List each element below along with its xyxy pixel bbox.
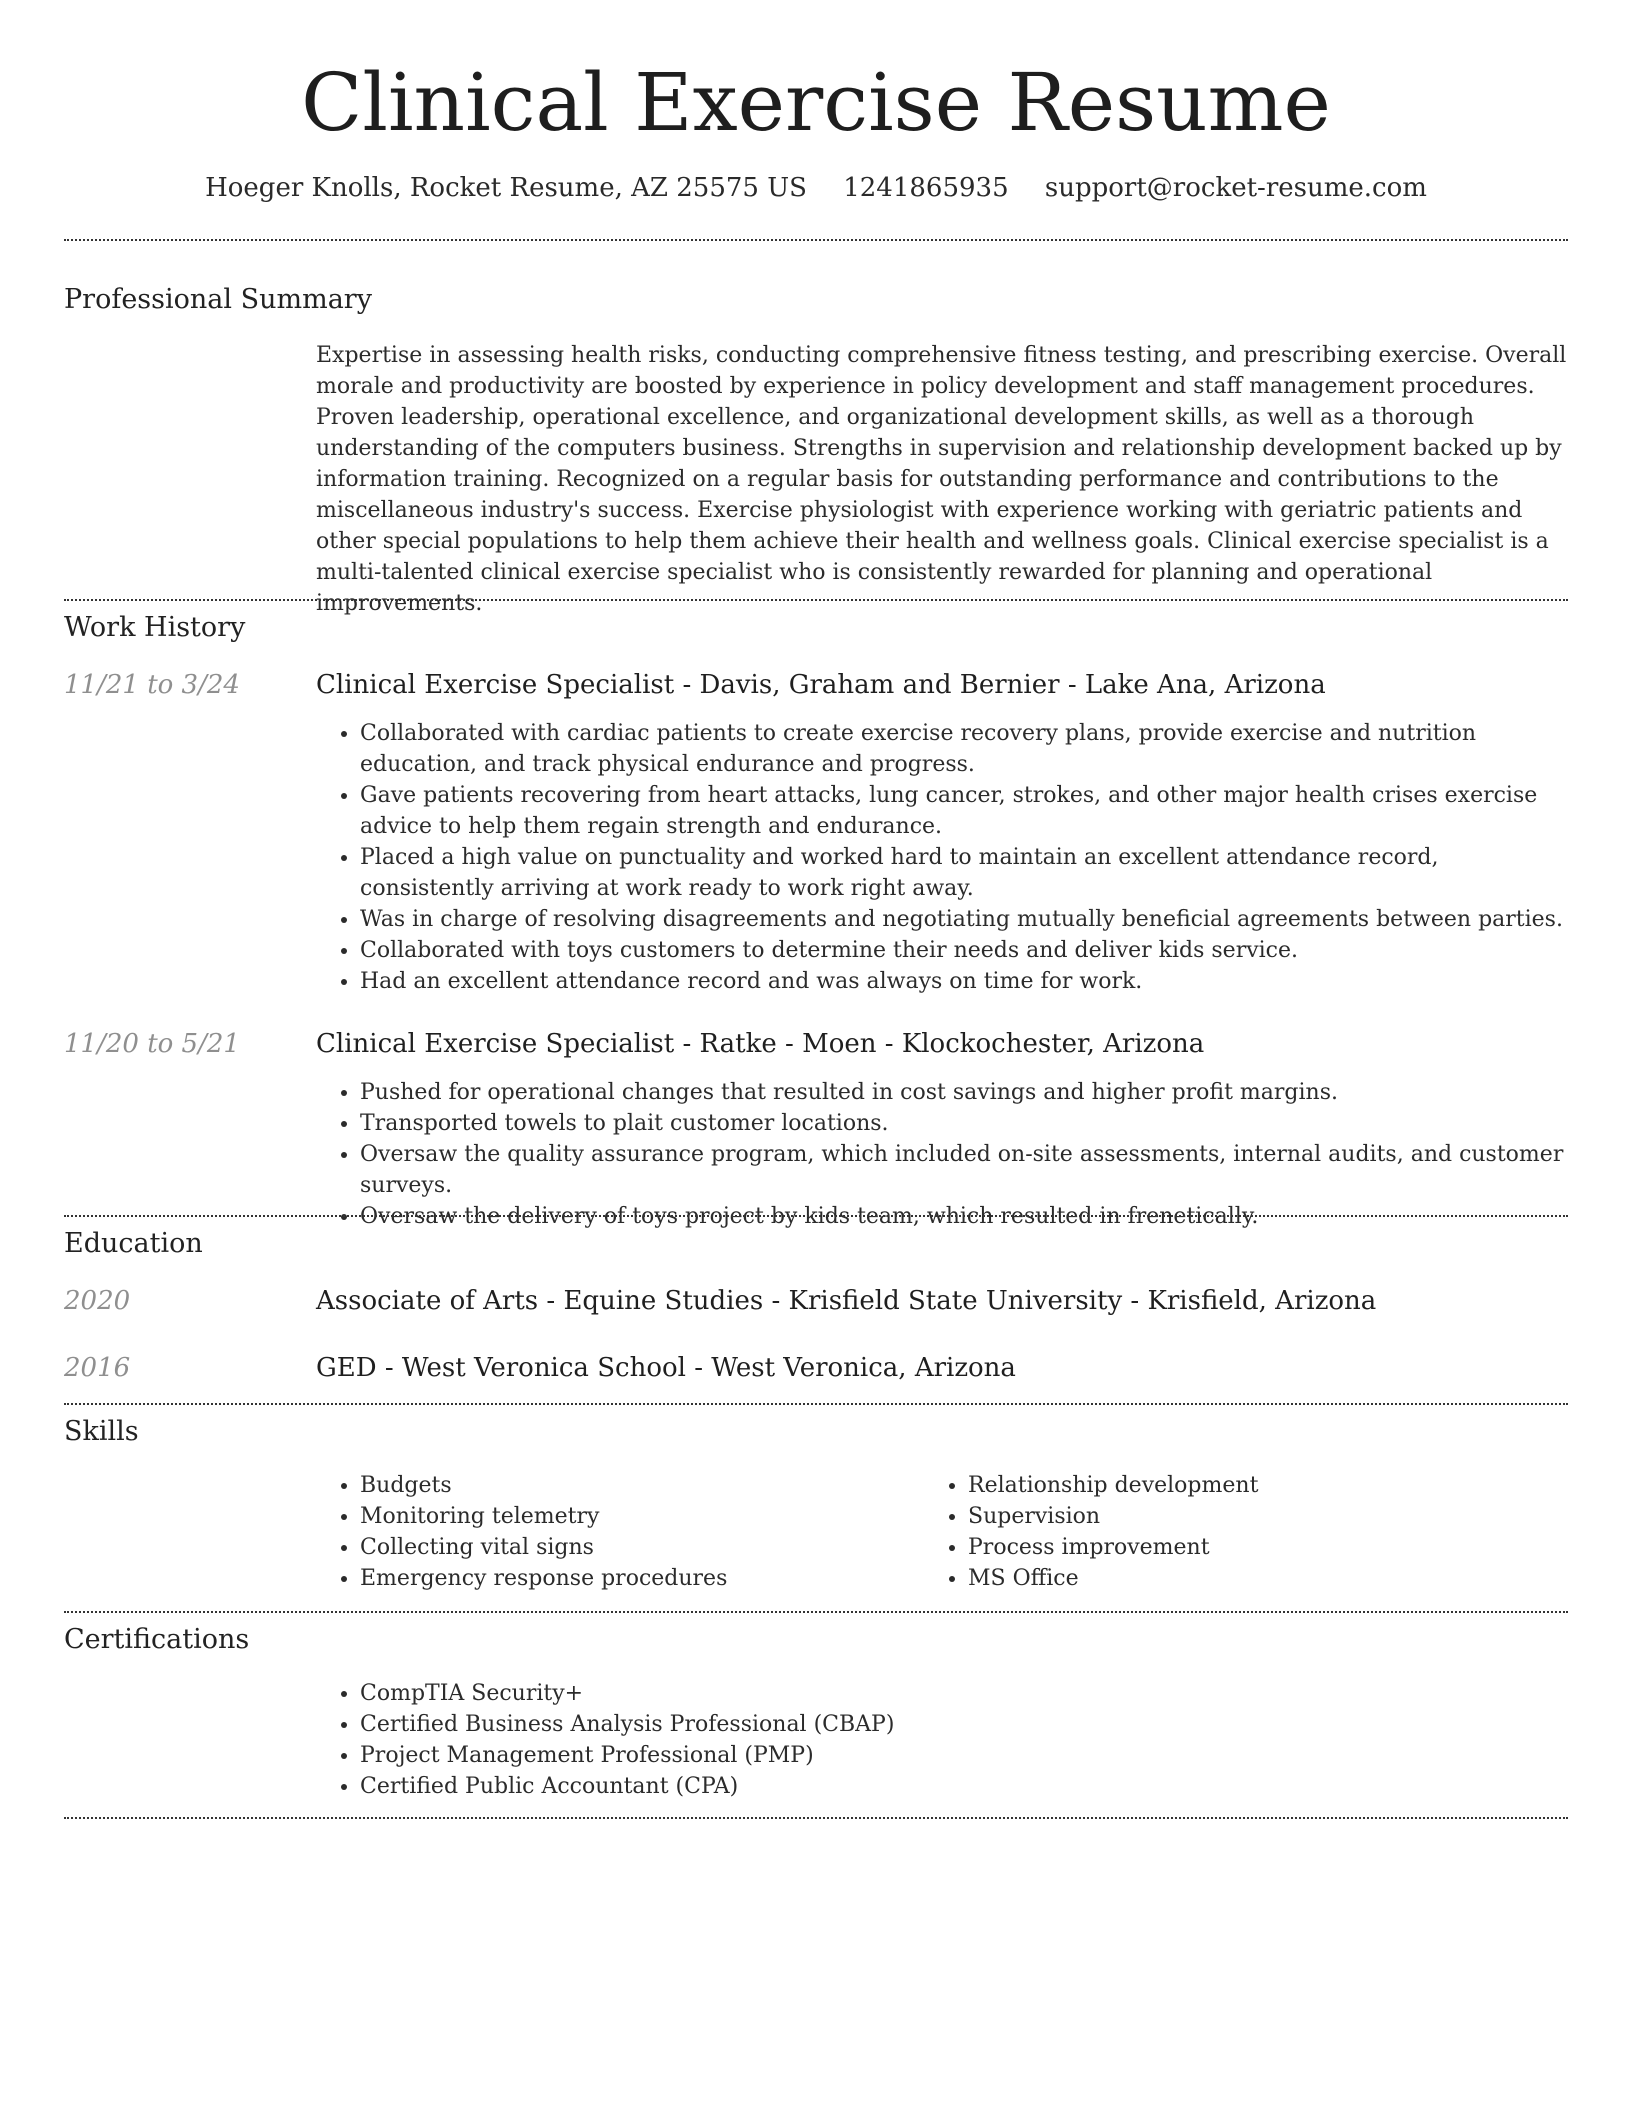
education-year: 2020 [64,1286,131,1316]
list-item: • Monitoring telemetry [360,1501,916,1532]
list-item: • Oversaw the quality assurance program, which included on-site assessments, internal audits, and customer surveys. [360,1139,1568,1201]
job-heading: Clinical Exercise Specialist - Ratke - Moen - Klockochester, Arizona [316,1029,1205,1059]
education-entry: Associate of Arts - Equine Studies - Krisfield State University - Krisfield, Arizona [316,1286,1377,1316]
job-dates: 11/20 to 5/21 [64,1029,240,1059]
list-item: • MS Office [968,1563,1524,1594]
education-year: 2016 [64,1353,131,1383]
list-item: • Relationship development [968,1470,1524,1501]
job-bullets [316,1077,1568,1232]
list-item: • Emergency response procedures [360,1563,916,1594]
contact-line [64,168,1568,208]
education-entry: GED - West Veronica School - West Veronica, Arizona [316,1353,1016,1383]
section-divider [64,1611,1568,1613]
section-divider [64,1817,1568,1819]
section-divider [64,599,1568,601]
list-item: • Collecting vital signs [360,1532,916,1563]
list-item: • Collaborated with cardiac patients to create exercise recovery plans, provide exercise and nutrition education, and track physical endurance and progress. [360,718,1568,780]
resume-name: Clinical Exercise Resume [301,56,1331,149]
list-item: • Certified Public Accountant (CPA) [360,1771,1568,1802]
job-dates: 11/21 to 3/24 [64,670,240,700]
work-history-heading: Work History [64,612,246,643]
section-divider [64,1215,1568,1217]
certifications-list [316,1678,1568,1802]
certifications-heading: Certifications [64,1624,250,1655]
list-item: • Budgets [360,1470,916,1501]
summary-text: Expertise in assessing health risks, conducting comprehensive fitness testing, and prescribing exercise. Overall morale and productivity are boosted by experience in policy development and staff management procedures. Proven leadership, operational excellence, and organizational development skills, as well as a thorough understanding of the computers business. Strengths in supervision and relationship development backed up by information training. Recognized on a regular basis for outstanding performance and contributions to the miscellaneous industry's success. Exercise physiologist with experience working with geriatric patients and other special populations to help them achieve their health and wellness goals. Clinical exercise specialist is a multi-talented clinical exercise specialist who is consistently rewarded for planning and operational improvements. [316,343,1567,616]
list-item: • Placed a high value on punctuality and worked hard to maintain an excellent attendance record, consistently arriving at work ready to work right away. [360,842,1568,904]
contact-address: Hoeger Knolls, Rocket Resume, AZ 25575 US [205,173,807,203]
education-heading: Education [64,1228,203,1259]
list-item: • Gave patients recovering from heart attacks, lung cancer, strokes, and other major health crises exercise advice to help them regain strength and endurance. [360,780,1568,842]
list-item: • Oversaw the delivery of toys project by kids team, which resulted in frenetically. [360,1201,1568,1232]
section-divider [64,239,1568,241]
job-heading: Clinical Exercise Specialist - Davis, Graham and Bernier - Lake Ana, Arizona [316,670,1326,700]
list-item: • Was in charge of resolving disagreements and negotiating mutually beneficial agreements between parties. [360,904,1568,935]
job-bullets [316,718,1568,997]
list-item: • Pushed for operational changes that resulted in cost savings and higher profit margins. [360,1077,1568,1108]
section-divider [64,1403,1568,1405]
list-item: • Certified Business Analysis Professional (CBAP) [360,1709,1568,1740]
list-item: • CompTIA Security+ [360,1678,1568,1709]
skills-heading: Skills [64,1416,139,1447]
skills-list-right [924,1470,1524,1594]
summary-heading: Professional Summary [64,284,372,315]
list-item: • Process improvement [968,1532,1524,1563]
list-item: • Transported towels to plait customer locations. [360,1108,1568,1139]
list-item: • Collaborated with toys customers to determine their needs and deliver kids service. [360,935,1568,966]
list-item: • Project Management Professional (PMP) [360,1740,1568,1771]
skills-list-left [316,1470,916,1594]
contact-email: support@rocket-resume.com [1044,173,1427,203]
list-item: • Supervision [968,1501,1524,1532]
list-item: • Had an excellent attendance record and was always on time for work. [360,966,1568,997]
contact-phone: 1241865935 [843,173,1009,203]
